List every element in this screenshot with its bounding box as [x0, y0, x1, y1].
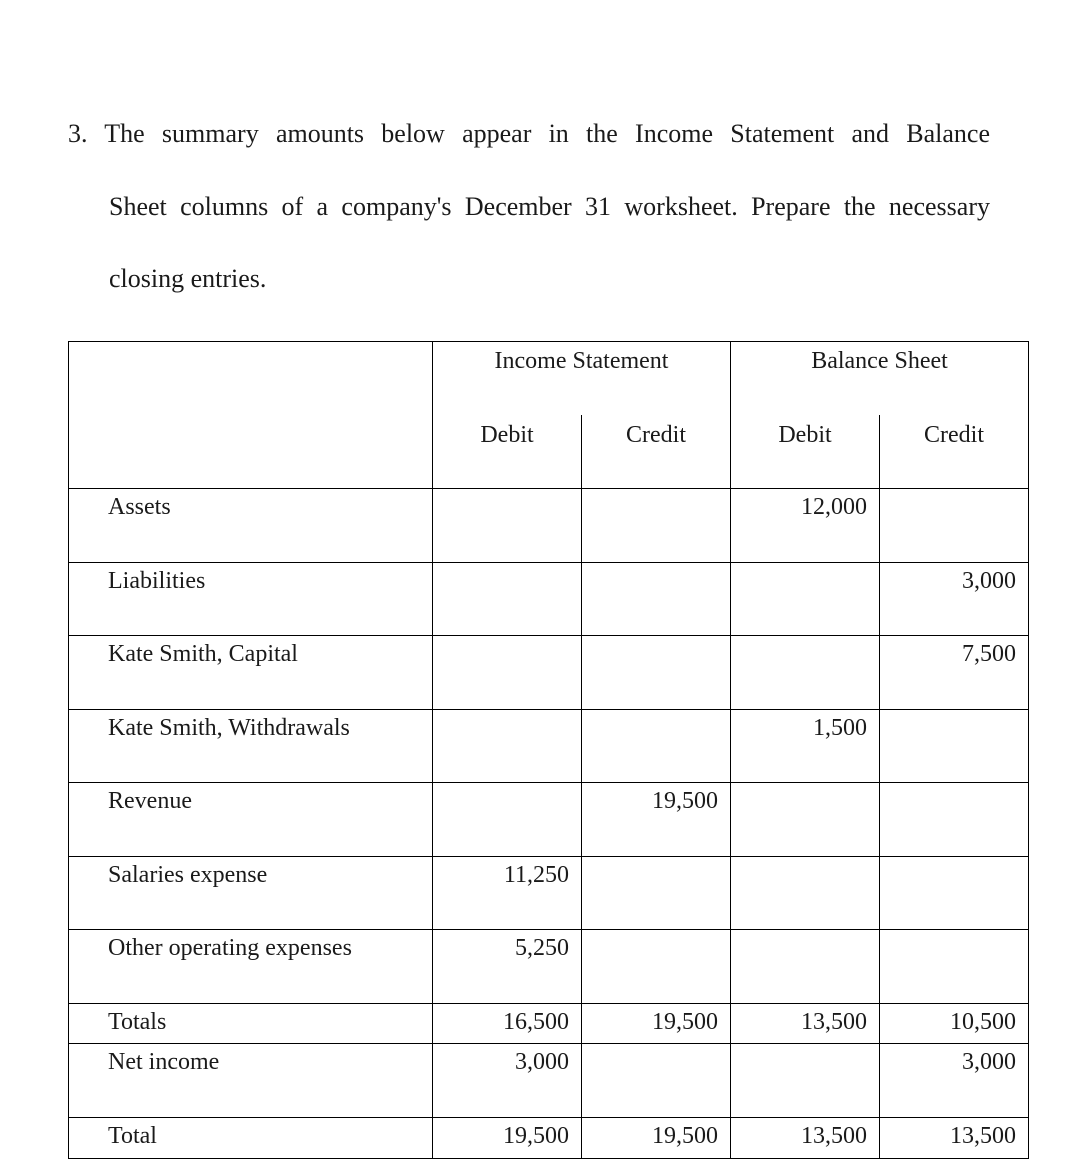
table-rule	[68, 1158, 1029, 1159]
cell-bs-debit: 1,500	[813, 715, 867, 741]
row-label: Salaries expense	[108, 862, 268, 888]
table-rule	[1028, 341, 1029, 1159]
cell-is-debit: 11,250	[503, 862, 569, 888]
row-label: Net income	[108, 1049, 220, 1075]
header-bs-debit: Debit	[778, 422, 832, 448]
question-line-1: 3. The summary amounts below appear in the Income Statement and Balance	[68, 119, 990, 148]
table-rule	[68, 341, 1029, 342]
table-rule	[68, 488, 1029, 489]
cell-bs-credit: 13,500	[950, 1123, 1016, 1149]
question-text	[68, 98, 990, 316]
table-rule	[730, 341, 731, 1159]
header-income-statement: Income Statement	[494, 348, 669, 374]
header-is-debit: Debit	[480, 422, 534, 448]
question-line-2: Sheet columns of a company's December 31 worksheet. Prepare the necessary	[109, 191, 990, 221]
cell-bs-credit: 7,500	[962, 641, 1016, 667]
header-balance-sheet: Balance Sheet	[811, 348, 948, 374]
row-label: Other operating expenses	[108, 935, 352, 961]
cell-is-debit: 16,500	[503, 1009, 569, 1035]
table-rule	[68, 782, 1029, 783]
table-rule	[68, 1043, 1029, 1044]
cell-bs-debit: 13,500	[801, 1123, 867, 1149]
cell-is-credit: 19,500	[652, 788, 718, 814]
cell-is-debit: 5,250	[515, 935, 569, 961]
row-label: Kate Smith, Capital	[108, 641, 298, 667]
table-rule	[68, 635, 1029, 636]
cell-is-debit: 19,500	[503, 1123, 569, 1149]
cell-is-credit: 19,500	[652, 1009, 718, 1035]
cell-is-debit: 3,000	[515, 1049, 569, 1075]
cell-bs-credit: 3,000	[962, 1049, 1016, 1075]
table-rule	[581, 415, 582, 1159]
cell-bs-credit: 3,000	[962, 568, 1016, 594]
question-line-3: closing entries.	[109, 264, 267, 293]
row-label: Revenue	[108, 788, 192, 814]
table-rule	[68, 1003, 1029, 1004]
header-is-credit: Credit	[626, 422, 686, 448]
table-rule	[68, 709, 1029, 710]
row-label: Kate Smith, Withdrawals	[108, 715, 350, 741]
header-bs-credit: Credit	[924, 422, 984, 448]
table-rule	[68, 341, 69, 1159]
table-rule	[879, 415, 880, 1159]
table-rule	[68, 856, 1029, 857]
row-label: Liabilities	[108, 568, 206, 594]
cell-bs-debit: 13,500	[801, 1009, 867, 1035]
table-rule	[68, 1117, 1029, 1118]
table-rule	[68, 562, 1029, 563]
table-rule	[432, 341, 433, 1159]
row-label: Total	[108, 1123, 157, 1149]
row-label: Totals	[108, 1009, 167, 1035]
cell-bs-credit: 10,500	[950, 1009, 1016, 1035]
cell-bs-debit: 12,000	[801, 494, 867, 520]
cell-is-credit: 19,500	[652, 1123, 718, 1149]
row-label: Assets	[108, 494, 171, 520]
table-rule	[68, 929, 1029, 930]
